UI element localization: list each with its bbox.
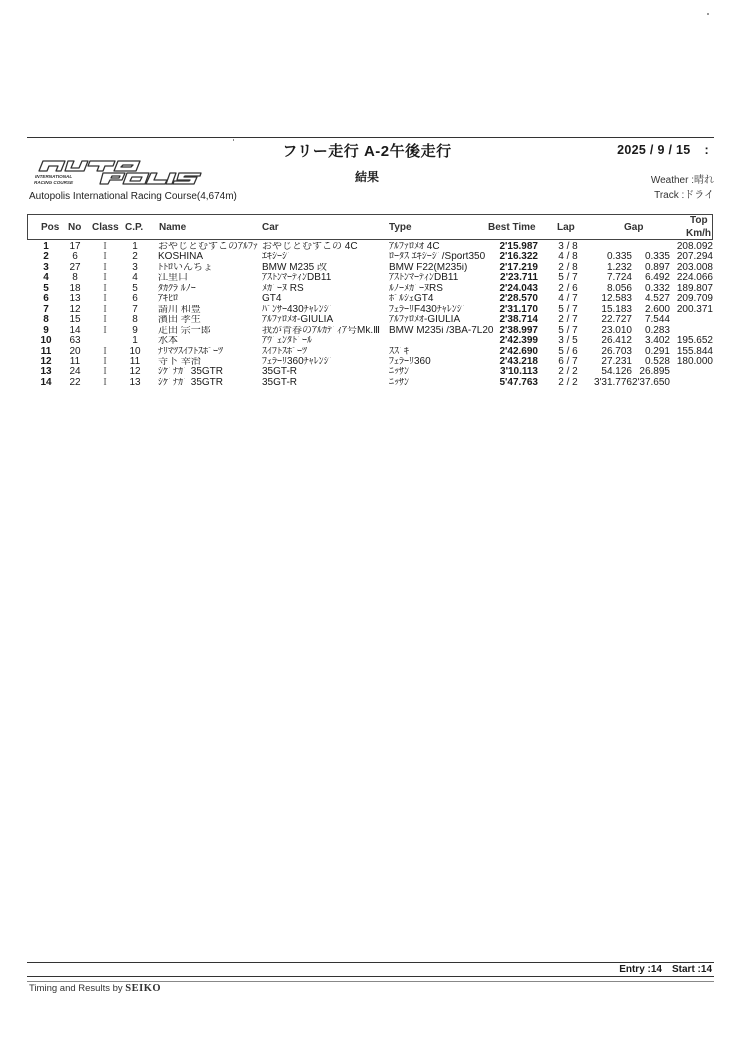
row-position: 9 <box>43 324 49 336</box>
car-type: BMW F22(M235i) <box>389 262 468 273</box>
track-info <box>654 186 714 201</box>
table-row <box>0 336 734 347</box>
autopolis-logo <box>33 158 203 186</box>
car-type: BMW M235i /3BA-7L20 <box>389 325 494 336</box>
gap-to-previous: 6.492 <box>644 272 670 284</box>
class-value: I <box>103 272 107 284</box>
logo-sub1: INTERNATIONAL <box>35 174 73 179</box>
lap-count: 4 / 8 <box>558 251 578 263</box>
col-pos: Pos <box>41 222 60 233</box>
car-number: 22 <box>69 376 81 388</box>
gap-to-leader: 23.010 <box>601 324 632 336</box>
best-time: 2'24.043 <box>499 282 538 294</box>
class-value: I <box>103 376 107 388</box>
gap-to-leader: 15.183 <box>601 303 632 315</box>
class-value: I <box>103 303 107 315</box>
lap-count: 3 / 5 <box>558 335 578 347</box>
driver-name: 疋田 宗一郎 <box>158 325 211 336</box>
class-value: I <box>103 293 107 305</box>
driver-name: 水本 <box>158 336 178 347</box>
gap-to-previous: 26.895 <box>639 366 670 378</box>
driver-name: 江里口 <box>158 273 188 284</box>
col-name: Name <box>159 222 187 233</box>
lap-count: 5 / 7 <box>558 272 578 284</box>
driver-name: ｼｹﾞﾅｶﾞ 35GTR <box>158 367 224 378</box>
start-count: Start :14 <box>671 964 712 975</box>
result-subtitle: 結果 <box>354 170 379 184</box>
class-position: 5 <box>132 282 138 294</box>
gap-to-previous: 7.544 <box>644 314 670 326</box>
class-position: 6 <box>132 293 138 305</box>
driver-name: 寺下 幸治 <box>158 356 201 367</box>
lap-count: 2 / 7 <box>558 314 578 326</box>
class-position: 10 <box>129 345 141 357</box>
car-name: 35GT-R <box>262 377 298 388</box>
car-type: ｽｽﾞｷ <box>389 346 409 357</box>
weather-label: Weather : <box>650 175 694 186</box>
car-type: ｱﾙﾌｧﾛﾒｵ 4C <box>389 242 440 252</box>
driver-name: ﾄﾄﾛいんちょ <box>158 262 213 273</box>
best-time: 3'10.113 <box>500 366 538 378</box>
class-position: 3 <box>132 261 138 273</box>
car-name: 我が青春のｱﾙｶﾃﾞｨｱ号Mk.Ⅲ <box>262 325 381 336</box>
gap-to-leader: 27.231 <box>601 355 632 367</box>
row-position: 7 <box>43 303 49 315</box>
row-position: 1 <box>43 241 49 252</box>
col-top-speed-unit: Km/h <box>686 228 711 239</box>
driver-name: 濱田 孝生 <box>158 315 201 326</box>
car-number: 63 <box>69 335 81 347</box>
class-value: I <box>103 251 107 263</box>
col-cp: C.P. <box>125 222 144 233</box>
best-time: 2'38.714 <box>499 314 538 326</box>
class-position: 8 <box>132 314 138 326</box>
top-speed: 200.371 <box>676 303 713 315</box>
car-type: ｱｽﾄﾝﾏｰﾃｨﾝDB11 <box>389 273 459 284</box>
course-name: Autopolis International Racing Course(4,674m) <box>29 191 237 202</box>
best-time: 2'28.570 <box>499 293 538 305</box>
lap-count: 5 / 7 <box>558 324 578 336</box>
car-name: ｱﾙﾌｧﾛﾒｵ-GIULIA <box>262 315 334 326</box>
table-row <box>0 378 734 389</box>
weather-info <box>651 171 714 186</box>
row-position: 10 <box>40 335 52 347</box>
lap-count: 5 / 6 <box>558 345 578 357</box>
lap-count: 2 / 2 <box>558 366 578 378</box>
lap-count: 3 / 8 <box>558 241 578 252</box>
credit-prefix: Timing and Results by <box>29 983 126 994</box>
class-value: I <box>103 345 107 357</box>
footer-rule-mid <box>27 976 714 977</box>
scan-speck <box>707 13 709 15</box>
class-position: 11 <box>129 355 141 367</box>
car-type: ﾌｪﾗｰﾘ360 <box>389 356 431 367</box>
row-position: 12 <box>40 355 52 367</box>
car-number: 20 <box>69 345 81 357</box>
best-time: 2'42.690 <box>499 345 538 357</box>
car-number: 13 <box>69 293 81 305</box>
best-time: 2'23.711 <box>500 272 538 284</box>
car-type: ﾎﾟﾙｼｪGT4 <box>389 294 434 305</box>
gap-to-previous: 0.332 <box>644 282 670 294</box>
row-position: 4 <box>43 272 49 284</box>
seiko-logo: SEIKO <box>125 983 162 994</box>
car-name: ﾊﾟﾝｻｰ430ﾁｬﾚﾝｼﾞ <box>262 304 334 315</box>
top-speed: 209.709 <box>676 293 713 305</box>
driver-name: KOSHINA <box>158 252 204 263</box>
car-name: ﾒｶﾞｰﾇ RS <box>262 283 304 294</box>
gap-to-previous: 0.283 <box>644 324 670 336</box>
class-position: 9 <box>132 324 138 336</box>
class-value: I <box>103 261 107 273</box>
car-number: 8 <box>72 272 78 284</box>
car-type: ﾆｯｻﾝ <box>389 367 409 378</box>
car-number: 11 <box>69 355 81 367</box>
best-time: 2'15.987 <box>499 241 538 252</box>
class-position: 1 <box>132 241 138 252</box>
car-name: 35GT-R <box>262 367 298 378</box>
gap-to-leader: 12.583 <box>601 293 632 305</box>
class-position: 1 <box>132 335 138 347</box>
car-number: 15 <box>69 314 81 326</box>
row-position: 2 <box>43 251 49 263</box>
car-type: ﾆｯｻﾝ <box>389 377 409 388</box>
gap-to-previous: 0.291 <box>644 345 670 357</box>
class-position: 7 <box>132 303 138 315</box>
gap-to-previous: 0.335 <box>644 251 670 263</box>
best-time: 2'43.218 <box>499 355 538 367</box>
car-number: 27 <box>69 261 81 273</box>
row-position: 5 <box>43 282 49 294</box>
car-name: ﾌｪﾗｰﾘ360ﾁｬﾚﾝｼﾞ <box>262 356 334 367</box>
class-value: I <box>103 355 107 367</box>
car-name: ｱｽﾄﾝﾏｰﾃｨﾝDB11 <box>262 273 332 284</box>
top-speed: 180.000 <box>676 355 713 367</box>
gap-to-leader: 8.056 <box>606 282 632 294</box>
top-speed: 208.092 <box>676 241 713 252</box>
footer-rule-bottom <box>27 981 714 982</box>
car-name: ｴｷｼｰｼﾞ <box>262 252 292 263</box>
car-number: 12 <box>69 303 81 315</box>
weather-value: 晴れ <box>694 175 714 186</box>
gap-to-leader: 7.724 <box>606 272 632 284</box>
car-type: ｱﾙﾌｧﾛﾒｵ-GIULIA <box>389 315 461 326</box>
track-value: ドライ <box>684 190 714 201</box>
lap-count: 4 / 7 <box>558 293 578 305</box>
gap-to-previous: 0.528 <box>644 355 670 367</box>
lap-count: 2 / 8 <box>558 261 578 273</box>
gap-to-leader: 3'31.776 <box>593 376 632 388</box>
gap-to-previous: 4.527 <box>644 293 670 305</box>
car-name: ｽｲﾌﾄｽﾎﾟｰﾂ <box>262 346 307 357</box>
lap-count: 2 / 2 <box>558 376 578 388</box>
top-speed: 224.066 <box>676 272 713 284</box>
car-name: おやじとむすこの 4C <box>262 242 358 252</box>
class-position: 12 <box>129 366 141 378</box>
row-position: 11 <box>40 345 52 357</box>
class-position: 2 <box>132 251 138 263</box>
timing-credit <box>29 983 161 994</box>
lap-count: 5 / 7 <box>558 303 578 315</box>
col-top-speed: Top <box>690 215 708 226</box>
car-number: 24 <box>69 366 81 378</box>
class-value: I <box>103 324 107 336</box>
track-label: Track : <box>654 190 685 201</box>
top-speed: 207.294 <box>676 251 713 263</box>
col-class: Class <box>92 222 119 233</box>
row-position: 6 <box>43 293 49 305</box>
car-number: 14 <box>69 324 81 336</box>
driver-name: おやじとむすこのｱﾙﾌｧ <box>158 242 258 252</box>
car-number: 6 <box>72 251 78 263</box>
driver-name: ｱｷﾋﾛ <box>158 294 178 305</box>
car-type: ﾙﾉｰﾒｶﾞｰﾇRS <box>389 283 443 294</box>
car-name: GT4 <box>262 294 282 305</box>
class-value: I <box>103 241 107 252</box>
session-title-text: フリー走行 A-2午後走行 <box>282 143 452 160</box>
row-position: 14 <box>40 376 52 388</box>
col-lap: Lap <box>557 222 575 233</box>
gap-to-previous: 2.600 <box>644 303 670 315</box>
best-time: 2'17.219 <box>499 261 538 273</box>
car-number: 18 <box>69 282 81 294</box>
gap-to-leader: 1.232 <box>606 261 632 273</box>
row-position: 13 <box>40 366 52 378</box>
lap-count: 2 / 6 <box>558 282 578 294</box>
best-time: 2'31.170 <box>499 303 538 315</box>
row-position: 3 <box>43 261 49 273</box>
gap-to-previous: 0.897 <box>644 261 670 273</box>
entry-count: Entry :14 <box>619 964 662 975</box>
col-best-time: Best Time <box>488 222 536 233</box>
driver-name: ｼｹﾞﾅｶﾞ 35GTR <box>158 377 224 388</box>
gap-to-previous: 3.402 <box>644 335 670 347</box>
top-speed: 195.652 <box>676 335 713 347</box>
entry-start-counts <box>619 964 712 975</box>
logo-sub2: RACING COURSE <box>34 180 74 185</box>
col-type: Type <box>389 222 412 233</box>
session-date <box>617 143 709 157</box>
best-time: 2'42.399 <box>499 335 538 347</box>
car-type: ﾛｰﾀｽ ｴｷｼｰｼﾞ/Sport350 <box>389 252 486 263</box>
footer-rule-top <box>27 962 714 963</box>
car-name: ｱｳﾞｪﾝﾀﾄﾞｰﾙ <box>262 336 312 347</box>
top-speed: 189.807 <box>676 282 713 294</box>
top-rule <box>27 137 714 138</box>
best-time: 2'16.322 <box>499 251 538 263</box>
car-name: BMW M235 改 <box>262 262 328 273</box>
class-position: 13 <box>129 376 141 388</box>
car-type: ﾌｪﾗｰﾘF430ﾁｬﾚﾝｼﾞ <box>389 304 467 315</box>
row-position: 8 <box>43 314 49 326</box>
class-position: 4 <box>132 272 138 284</box>
class-value: I <box>103 314 107 326</box>
gap-to-previous: 2'37.650 <box>631 376 670 388</box>
driver-name: ﾀｶｸﾗ ﾙﾉｰ <box>158 283 196 294</box>
best-time: 5'47.763 <box>499 376 538 388</box>
class-value: I <box>103 366 107 378</box>
col-no: No <box>68 222 82 233</box>
lap-count: 6 / 7 <box>558 355 578 367</box>
col-car: Car <box>262 222 279 233</box>
car-number: 17 <box>69 241 81 252</box>
top-speed: 203.008 <box>676 261 713 273</box>
gap-to-leader: 22.727 <box>601 314 632 326</box>
driver-name: ﾅﾘﾏﾂｽｲﾌﾄｽﾎﾟｰﾂ <box>158 346 223 357</box>
top-speed: 155.844 <box>676 345 713 357</box>
driver-name: 請川 和豊 <box>158 304 201 315</box>
gap-to-leader: 0.335 <box>606 251 632 263</box>
col-gap: Gap <box>624 222 644 233</box>
best-time: 2'38.997 <box>499 324 538 336</box>
gap-to-leader: 26.703 <box>601 345 632 357</box>
time-value: : <box>704 143 709 157</box>
gap-to-leader: 54.126 <box>601 366 632 378</box>
class-value: I <box>103 282 107 294</box>
date-value: 2025 / 9 / 15 <box>617 143 691 157</box>
gap-to-leader: 26.412 <box>601 335 632 347</box>
